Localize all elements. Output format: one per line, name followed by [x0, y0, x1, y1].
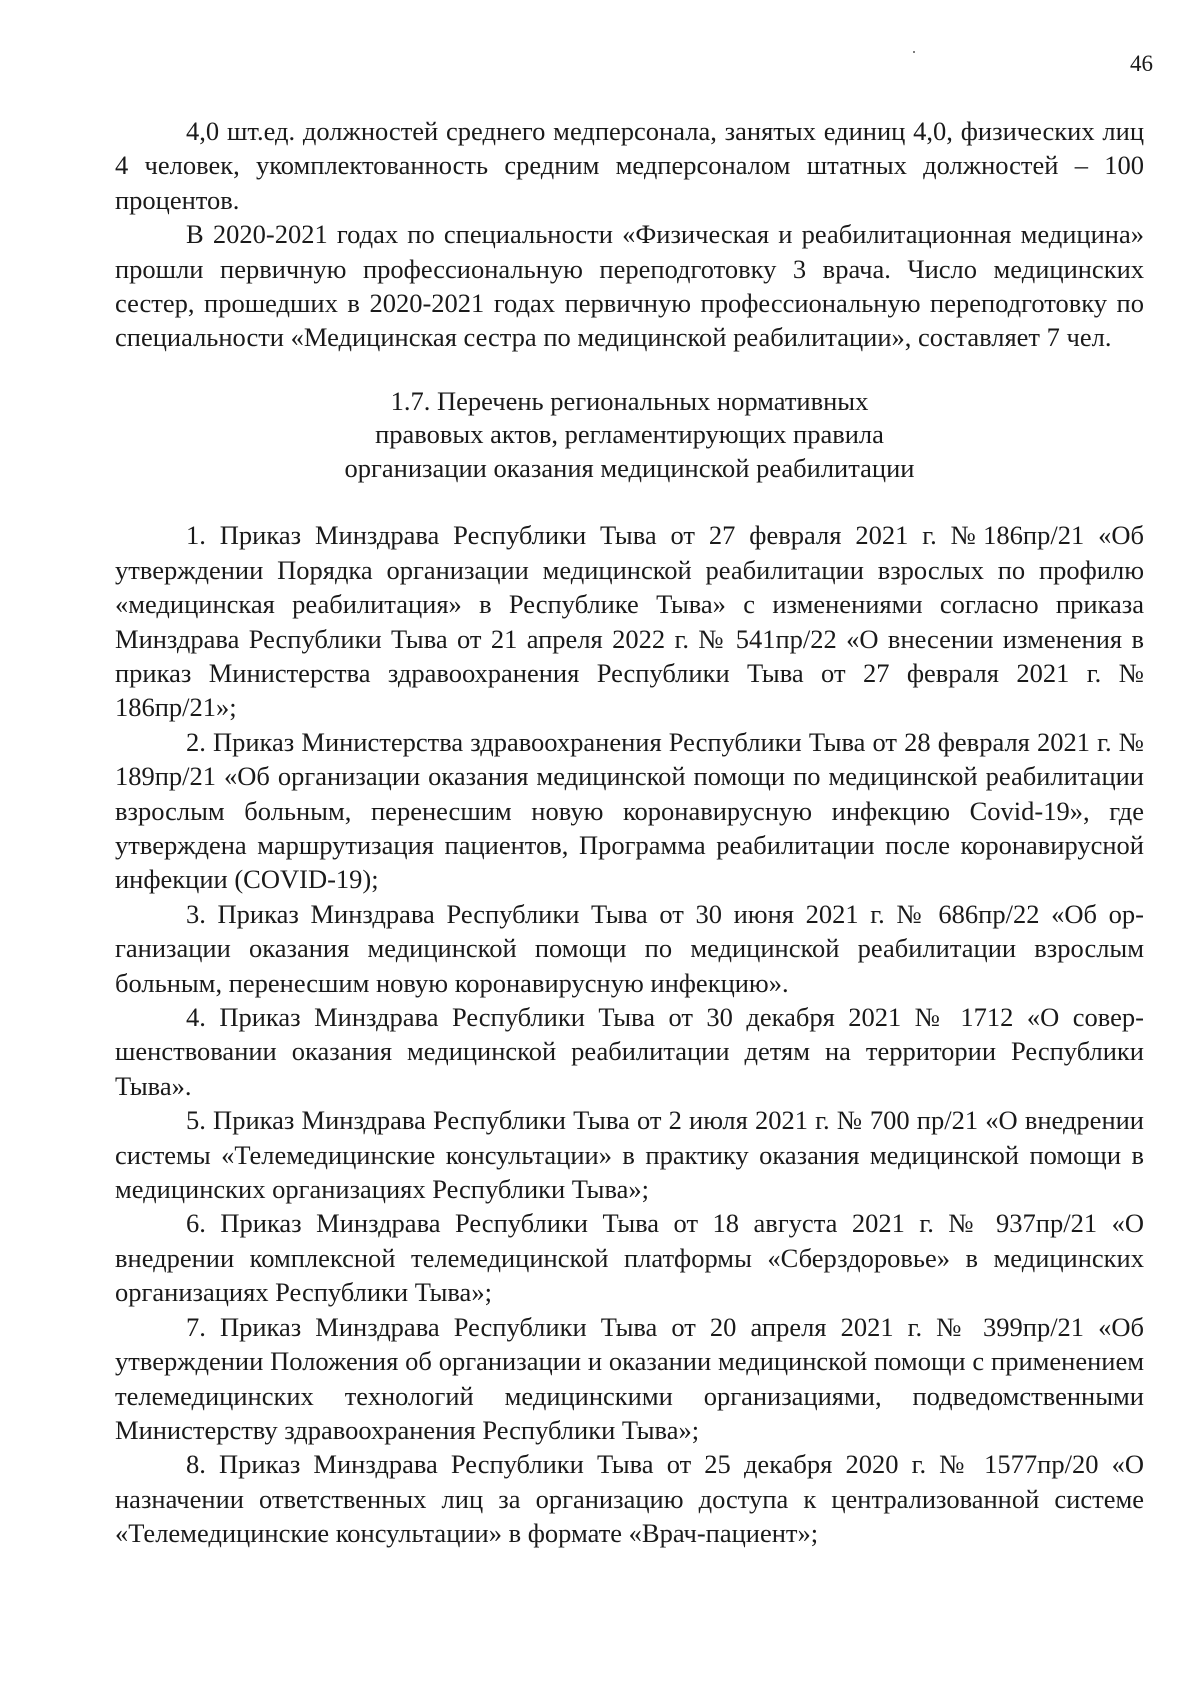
legal-act-item: 2. Приказ Министерства здравоохранения Республики Тыва от 28 февраля 2021 г. № 189пр/21 «Об организации оказания медицинской помощи по медицинской реабилитации взрослым больным, перенесшим новую коронавирусную инфекцию Covid-19», где утверждена маршрутизация пациентов, Программа реабилитации после коронавирусной инфекции (COVID-19); — [115, 726, 1144, 895]
section-heading-line: 1.7. Перечень региональных нормативных — [390, 385, 869, 416]
intro-paragraph-retraining: В 2020-2021 годах по специальности «Физическая и реабилитационная медицина» прошли первичную профессиональную переподготовку 3 врача. Число медицинских сестер, прошедших в 2020-2021 годах первичную профессиональную переподготовку по специальности «Медицинская сестра по медицинской реабилитации», составляет 7 чел. — [115, 219, 1144, 353]
section-heading-line: организации оказания медицинской реабилитации — [344, 452, 915, 483]
legal-act-item: 5. Приказ Минздрава Республики Тыва от 2 июля 2021 г. № 700 пр/21 «О внедрении системы «Телемедицинские консультации» в практику оказания медицинской помощи в медицинских организациях Республики Тыва»; — [115, 1105, 1144, 1205]
page-body — [115, 114, 1144, 1551]
section-heading — [115, 385, 1144, 486]
scan-artifact — [913, 51, 915, 53]
legal-act-item: 7. Приказ Минздрава Республики Тыва от 20 апреля 2021 г. № 399пр/21 «Об утверждении Положения об организации и оказании медицинской помощи с применением телемедицинских технологий медицинскими организациями, подведомственными Министерству здравоохранения Республики Тыва»; — [115, 1311, 1144, 1445]
legal-act-item: 1. Приказ Минздрава Республики Тыва от 27 февраля 2021 г. №186пр/21 «Об утверждении Порядка организации медицинской реабилитации взрослых по профилю «медицинская реабилитация» в Республике Тыва» с изменениями согласно приказа Минздрава Республики Тыва от 21 апреля 2022 г. № 541пр/22 «О внесении изменения в приказ Министерства здравоохранения Республики Тыва от 27 февраля 2021 г. № 186пр/21»; — [115, 520, 1144, 723]
intro-paragraph-staff: 4,0 шт.ед. должностей среднего медперсонала, занятых единиц 4,0, физических лиц 4 человек, укомплектованность средним медперсоналом штатных должностей – 100 процентов. — [115, 116, 1144, 215]
legal-act-item: 8. Приказ Минздрава Республики Тыва от 25 декабря 2020 г. № 1577пр/20 «О назначении ответственных лиц за организацию доступа к централизованной системе «Телемедицинские консультации» в формате «Врач-пациент»; — [115, 1449, 1144, 1549]
legal-act-item: 4. Приказ Минздрава Республики Тыва от 30 декабря 2021 № 1712 «О совершенствовании оказания медицинской реабилитации детям на территории Республики Тыва». — [115, 1002, 1144, 1101]
section-heading-line: правовых актов, регламентирующих правила — [375, 419, 884, 450]
page-number: 46 — [1130, 51, 1153, 76]
legal-act-item: 6. Приказ Минздрава Республики Тыва от 18 августа 2021 г. № 937пр/21 «О внедрении комплексной телемедицинской платформы «Сберздоровье» в медицинских организациях Республики Тыва»; — [115, 1208, 1144, 1308]
legal-act-item: 3. Приказ Минздрава Республики Тыва от 30 июня 2021 г. № 686пр/22 «Об организации оказания медицинской помощи по медицинской реабилитации взрослым больным, перенесшим новую коронавирусную инфекцию». — [115, 898, 1144, 998]
legal-acts-list — [115, 518, 1144, 1550]
